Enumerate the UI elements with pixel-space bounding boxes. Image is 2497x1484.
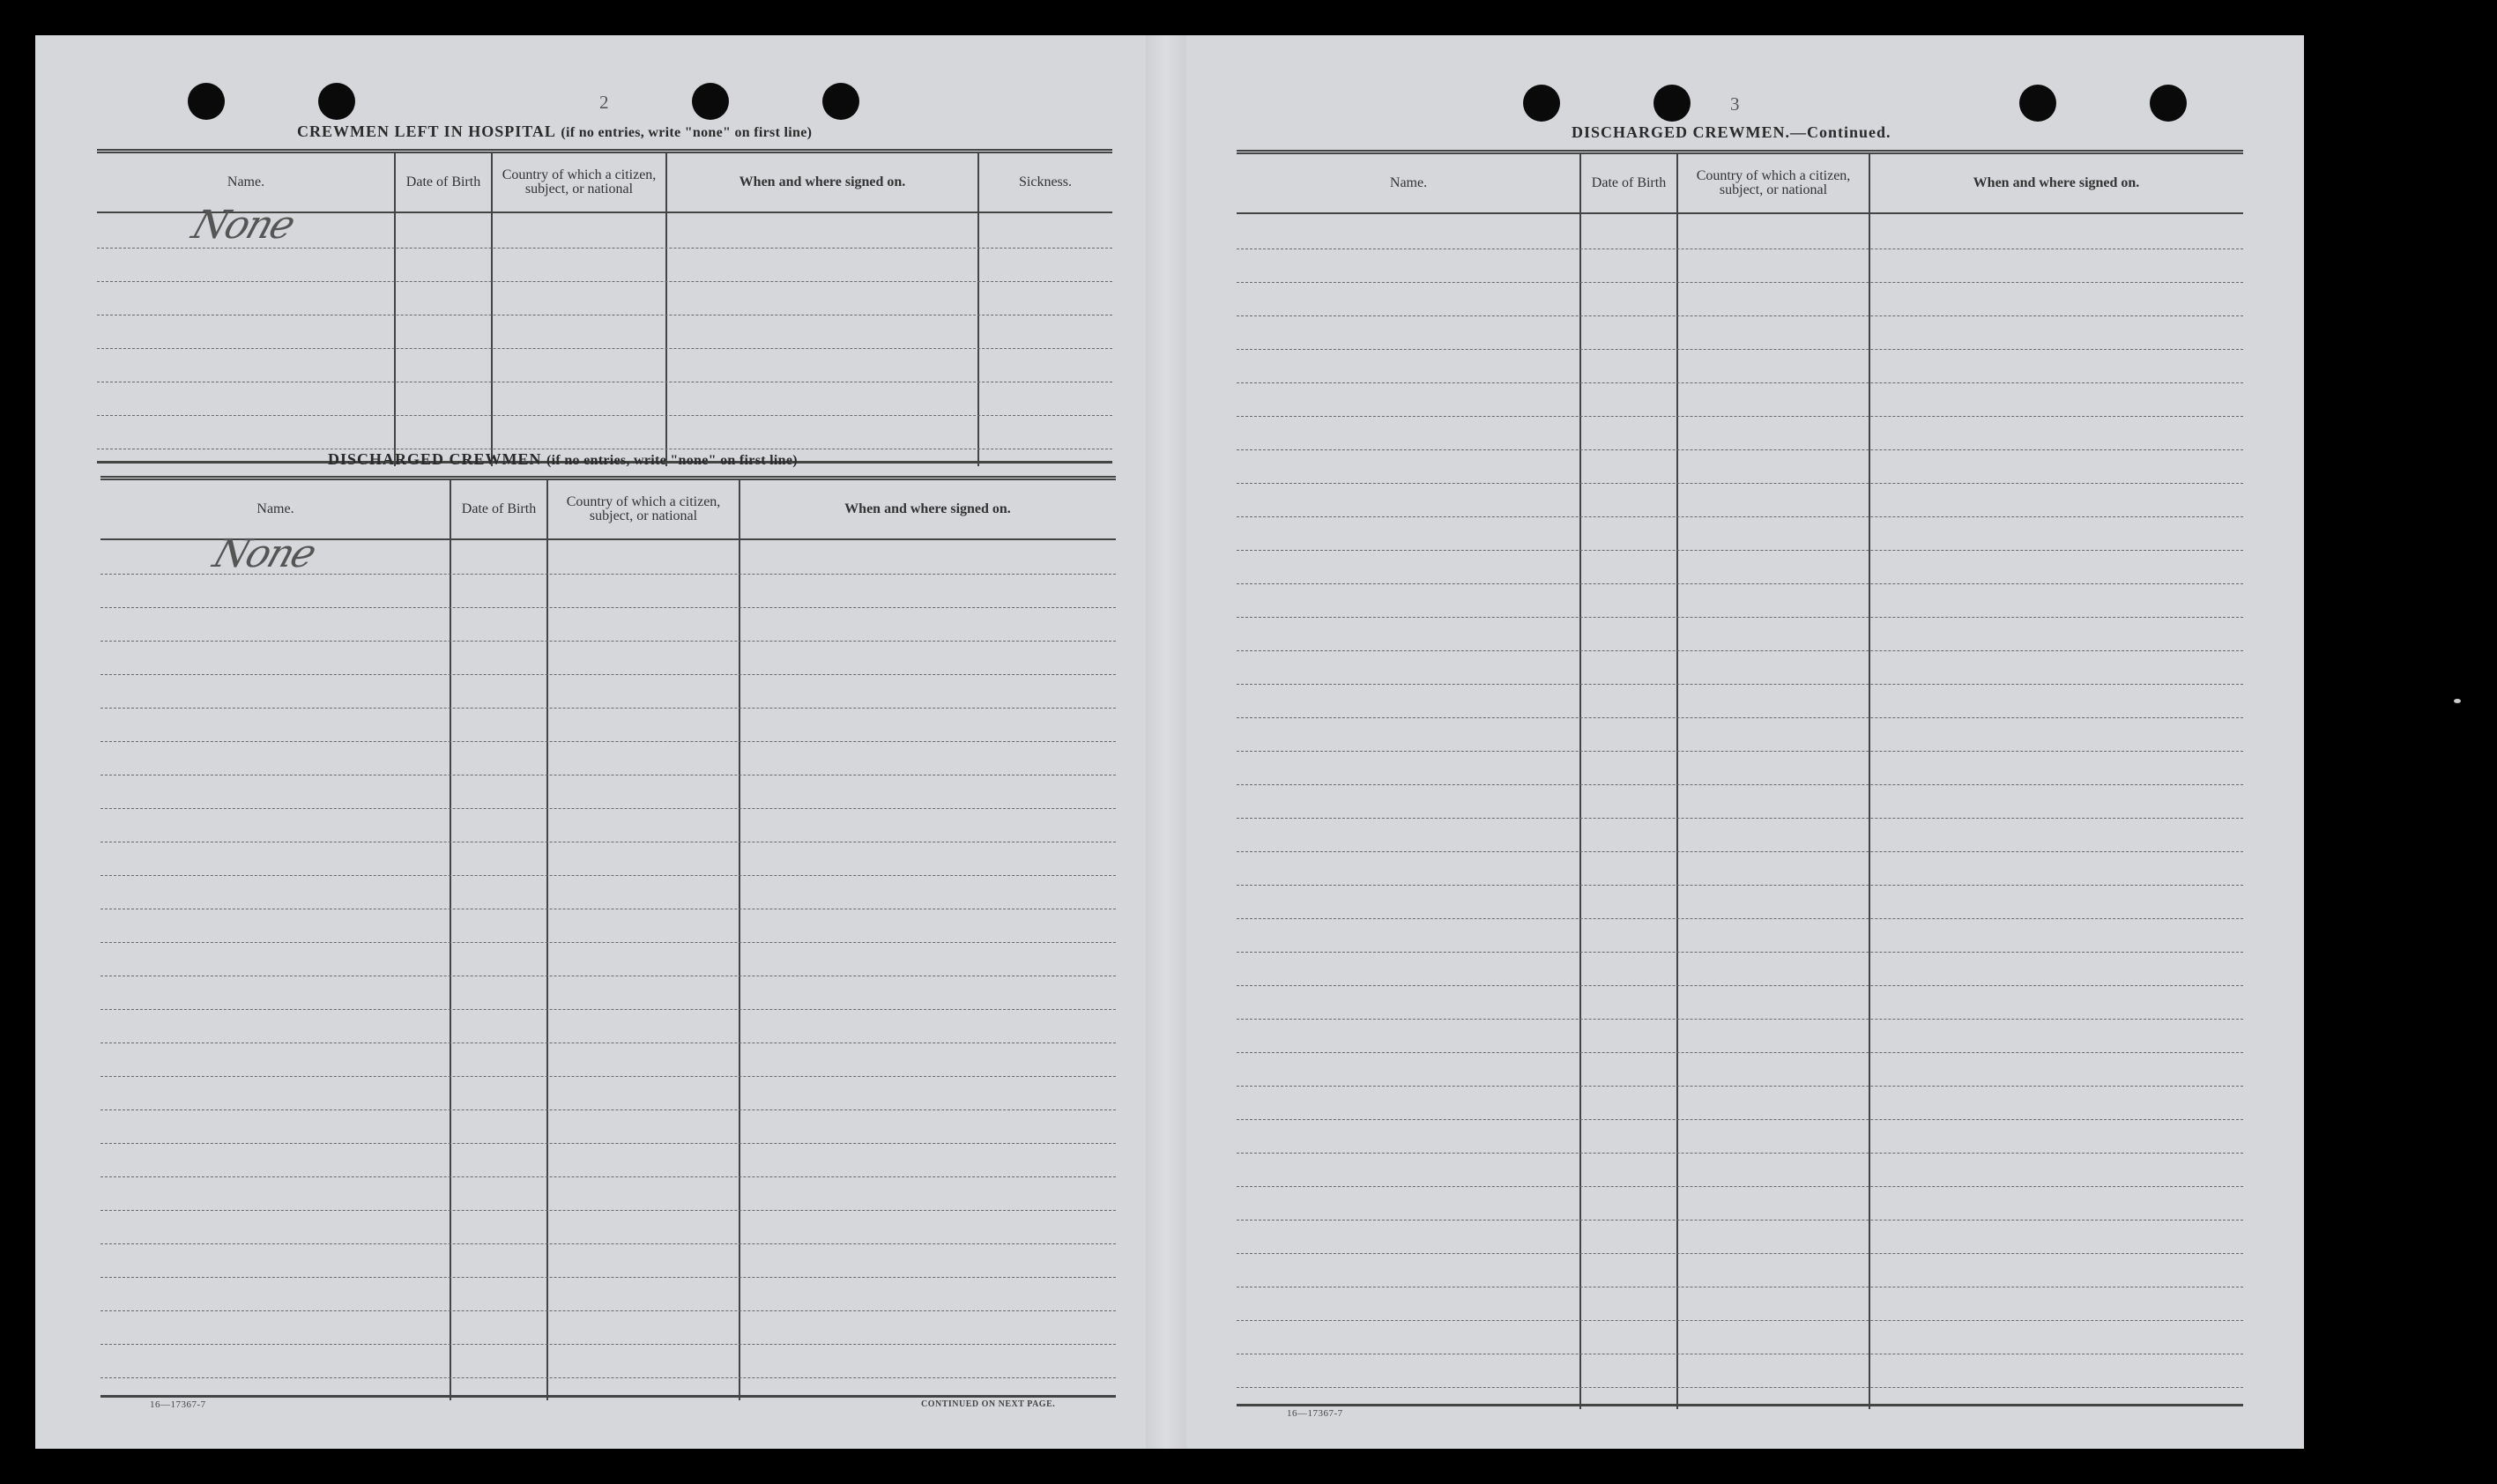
- column-header-date-of-birth: Date of Birth: [461, 501, 537, 516]
- table-row: [97, 348, 1112, 349]
- form-number: 16—17367-7: [1287, 1408, 1343, 1419]
- table-row: [1237, 416, 2243, 417]
- hospital-table: [97, 149, 1112, 466]
- discharged-continued-header: [1237, 154, 2243, 214]
- table-row: [1237, 282, 2243, 283]
- table-row: [100, 1344, 1116, 1345]
- punch-hole: [692, 83, 729, 120]
- table-row: [1237, 1320, 2243, 1321]
- table-row: [1237, 1220, 2243, 1221]
- page-number: 3: [1730, 93, 1740, 115]
- left-page: [35, 35, 1166, 1449]
- table-row: [1237, 1119, 2243, 1120]
- page-number: 2: [599, 92, 609, 113]
- table-row: [100, 607, 1116, 608]
- table-row: [100, 1076, 1116, 1077]
- punch-hole: [188, 83, 225, 120]
- discharged-table: [100, 476, 1116, 1400]
- column-header-signed-on: When and where signed on.: [844, 501, 1011, 516]
- table-row: [1237, 885, 2243, 886]
- discharged-continued-table: [1237, 150, 2243, 1409]
- page-binding: [1146, 35, 1186, 1449]
- column-header-date-of-birth: Date of Birth: [1591, 175, 1667, 190]
- table-row: [1237, 349, 2243, 350]
- punch-hole: [318, 83, 355, 120]
- table-row: [100, 808, 1116, 809]
- table-row: [1237, 449, 2243, 450]
- column-header-name: Name.: [1389, 175, 1428, 190]
- column-header-country: Country of which a citizen, subject, or national: [502, 167, 657, 197]
- table-row: [100, 1310, 1116, 1311]
- table-row: [100, 942, 1116, 943]
- table-row: [1237, 650, 2243, 651]
- table-row: [1237, 684, 2243, 685]
- table-row: [1237, 1253, 2243, 1254]
- table-row: [1237, 985, 2243, 986]
- punch-hole: [822, 83, 859, 120]
- punch-hole: [1523, 85, 1560, 122]
- table-row: [100, 674, 1116, 675]
- column-header-country: Country of which a citizen, subject, or national: [1696, 168, 1851, 197]
- table-row: [1237, 818, 2243, 819]
- punch-hole: [2150, 85, 2187, 122]
- table-row: [1237, 1153, 2243, 1154]
- table-row: [100, 708, 1116, 709]
- table-row: [1237, 550, 2243, 551]
- form-number: 16—17367-7: [150, 1399, 206, 1410]
- column-header-name: Name.: [256, 501, 294, 516]
- table-row: [100, 1143, 1116, 1144]
- table-row: [100, 1009, 1116, 1010]
- table-row: [100, 1377, 1116, 1378]
- column-header-sickness: Sickness.: [1019, 174, 1072, 189]
- table-row: [1237, 1019, 2243, 1020]
- table-row: [1237, 1086, 2243, 1087]
- handwritten-entry: None: [186, 203, 300, 248]
- table-row: [1237, 1387, 2243, 1388]
- table-row: [1237, 1052, 2243, 1053]
- table-row: [1237, 751, 2243, 752]
- table-row: [97, 415, 1112, 416]
- table-row: [1237, 784, 2243, 785]
- table-row: [1237, 717, 2243, 718]
- table-row: [1237, 315, 2243, 316]
- continued-note: CONTINUED ON NEXT PAGE.: [921, 1399, 1056, 1409]
- column-header-signed-on: When and where signed on.: [1973, 175, 2140, 190]
- right-page: [1185, 35, 2304, 1449]
- column-header-signed-on: When and where signed on.: [739, 174, 906, 189]
- hospital-section-title: CREWMEN LEFT IN HOSPITAL (if no entries, write "none" on first line): [297, 122, 813, 140]
- table-row: [1237, 617, 2243, 618]
- table-row: [100, 1243, 1116, 1244]
- table-row: [1237, 952, 2243, 953]
- table-row: [1237, 483, 2243, 484]
- table-row: [100, 1210, 1116, 1211]
- table-row: [1237, 918, 2243, 919]
- punch-hole: [2019, 85, 2056, 122]
- table-row: [97, 281, 1112, 282]
- column-header-country: Country of which a citizen, subject, or national: [566, 494, 721, 523]
- column-header-name: Name.: [227, 174, 265, 189]
- table-row: [1237, 583, 2243, 584]
- punch-hole: [1654, 85, 1691, 122]
- discharged-section-title: DISCHARGED CREWMEN (if no entries, write "none" on first line): [328, 450, 798, 468]
- table-row: [100, 641, 1116, 642]
- table-row: [100, 1176, 1116, 1177]
- table-row: [97, 248, 1112, 249]
- discharged-continued-title: DISCHARGED CREWMEN.—Continued.: [1572, 123, 1891, 141]
- handwritten-entry: None: [207, 531, 321, 576]
- table-row: [1237, 516, 2243, 517]
- table-row: [1237, 851, 2243, 852]
- table-row: [100, 1277, 1116, 1278]
- column-header-date-of-birth: Date of Birth: [405, 174, 481, 189]
- table-row: [1237, 1186, 2243, 1187]
- table-row: [100, 1109, 1116, 1110]
- table-row: [100, 875, 1116, 876]
- scan-speck: [2454, 699, 2461, 703]
- table-row: [1237, 382, 2243, 383]
- table-row: [100, 741, 1116, 742]
